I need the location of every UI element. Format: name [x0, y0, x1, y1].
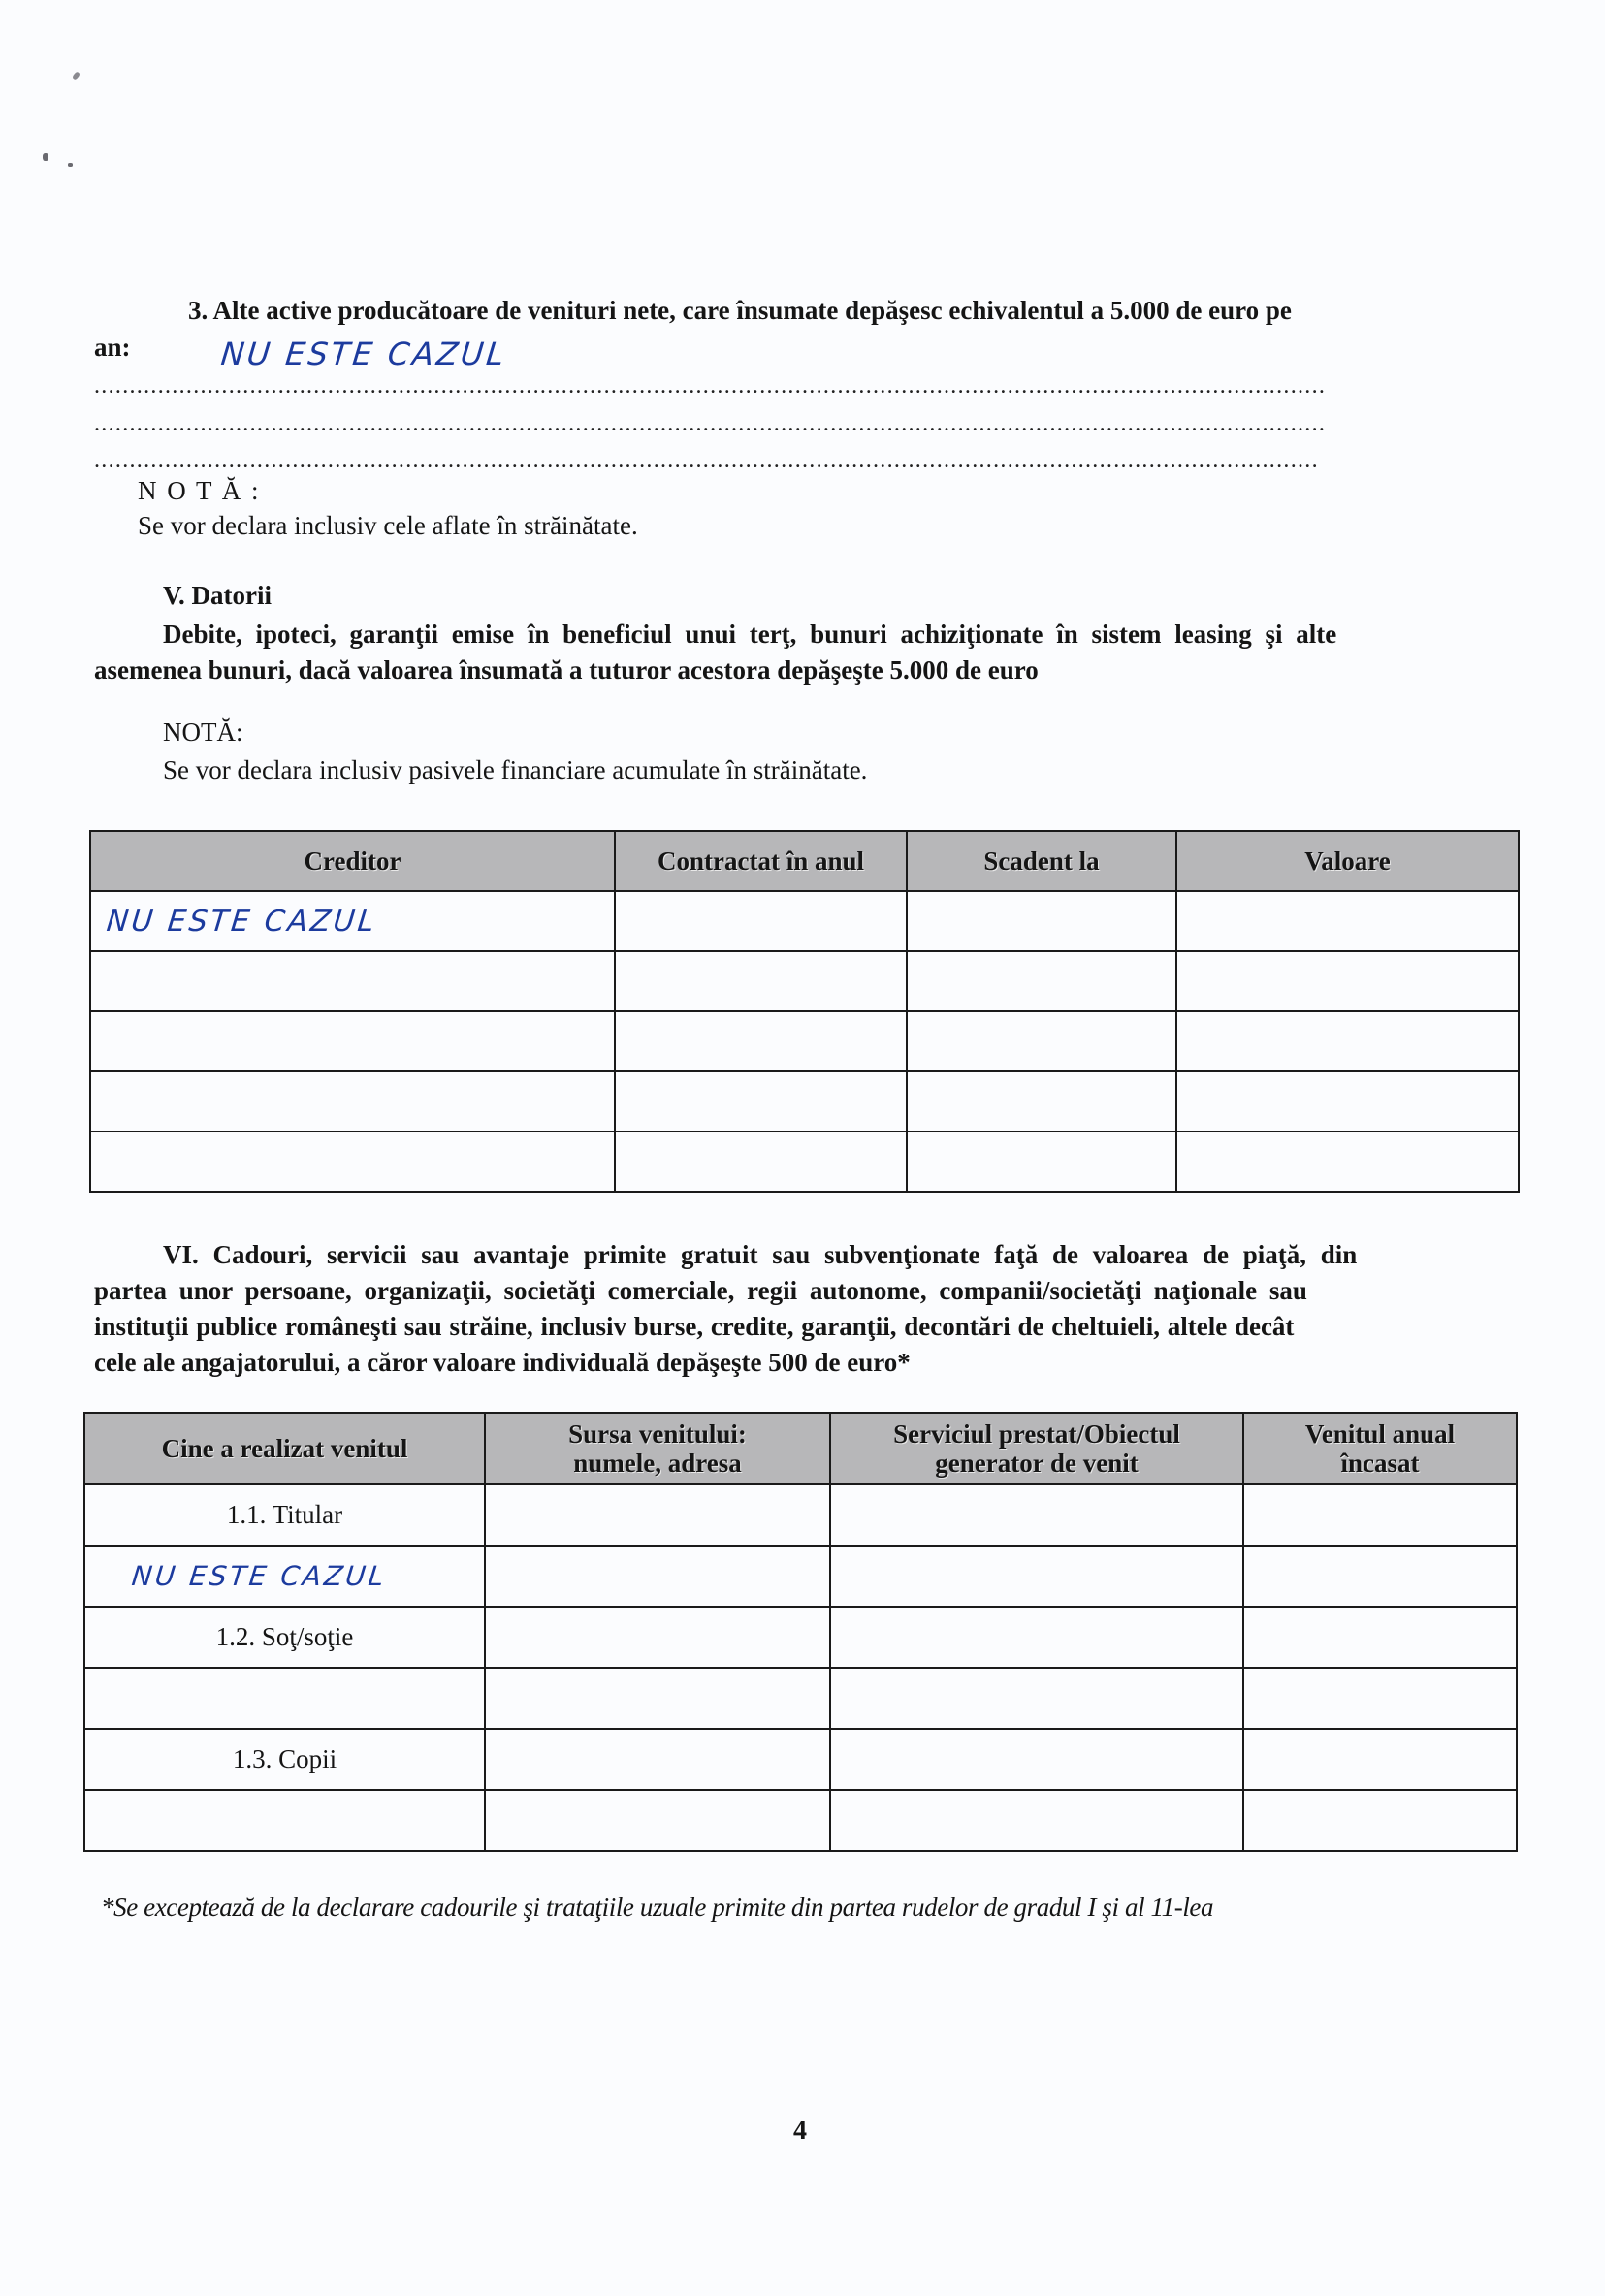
page-number: 4: [793, 2116, 807, 2146]
note-label: N O T Ă :: [138, 476, 261, 505]
column-header-creditor: Creditor: [90, 831, 615, 891]
dotted-line: ..............................................................................................................................................................................: [94, 373, 1327, 399]
table-row: [84, 1546, 1517, 1607]
creditor-cell[interactable]: [90, 1071, 615, 1132]
income-earner-cell[interactable]: [84, 1668, 485, 1729]
service-object-cell[interactable]: [830, 1668, 1243, 1729]
table-header-row: [90, 831, 1519, 891]
contracted-year-cell[interactable]: [615, 891, 907, 951]
table-row: [84, 1484, 1517, 1546]
section-6-line: instituţii publice româneşti sau străine, inclusiv burse, credite, garanţii, decontări de cheltuieli, altele decât: [94, 1312, 1295, 1341]
service-object-cell[interactable]: [830, 1729, 1243, 1790]
table-row: [90, 951, 1519, 1011]
section-5-title: V. Datorii: [163, 581, 272, 610]
section-4-3-heading-cont: an:: [94, 333, 131, 362]
column-header-annual-income: [1243, 1413, 1517, 1484]
section-6-line: VI. Cadouri, servicii sau avantaje primite gratuit sau subvenţionate faţă de valoarea de piaţă, din: [163, 1240, 1358, 1269]
header-text: încasat: [1340, 1449, 1420, 1478]
annual-income-cell[interactable]: [1243, 1484, 1517, 1546]
debts-table: [89, 830, 1520, 1193]
income-earner-cell[interactable]: 1.2. Soţ/soţie: [84, 1607, 485, 1668]
creditor-cell[interactable]: [90, 1132, 615, 1192]
table-row: [84, 1790, 1517, 1851]
section-5-description: Debite, ipoteci, garanţii emise în beneficiul unui terţ, bunuri achiziţionate în sistem leasing şi alte: [163, 620, 1337, 649]
contracted-year-cell[interactable]: [615, 1132, 907, 1192]
table-header-row: [84, 1413, 1517, 1484]
service-object-cell[interactable]: [830, 1484, 1243, 1546]
income-source-cell[interactable]: [485, 1668, 830, 1729]
annual-income-cell[interactable]: [1243, 1546, 1517, 1607]
section-4-3-heading: 3. Alte active producătoare de venituri nete, care însumate depăşesc echivalentul a 5.000 de euro pe: [188, 296, 1292, 325]
table-row: [84, 1668, 1517, 1729]
column-header-income-earner: [84, 1413, 485, 1484]
handwritten-answer: NU ESTE CAZUL: [105, 904, 379, 939]
footnote: *Se exceptează de la declarare cadourile şi trataţiile uzuale primite din partea rudelor de gradul I şi al 11-lea: [101, 1893, 1214, 1922]
table-row: [90, 891, 1519, 951]
column-header-due-date: Scadent la: [907, 831, 1176, 891]
scan-speck: [43, 153, 48, 161]
income-earner-cell[interactable]: 1.1. Titular: [84, 1484, 485, 1546]
scan-speck: [72, 71, 80, 80]
contracted-year-cell[interactable]: [615, 1011, 907, 1071]
service-object-cell[interactable]: [830, 1546, 1243, 1607]
income-source-cell[interactable]: [485, 1607, 830, 1668]
dotted-line: .............................................................................................................................................................................: [94, 448, 1319, 473]
due-date-cell[interactable]: [907, 1071, 1176, 1132]
table-row: [84, 1607, 1517, 1668]
header-text: numele, adresa: [573, 1449, 742, 1478]
scan-speck: [68, 163, 73, 167]
value-cell[interactable]: [1176, 951, 1519, 1011]
income-source-cell[interactable]: [485, 1546, 830, 1607]
due-date-cell[interactable]: [907, 1011, 1176, 1071]
note-label: NOTĂ:: [163, 718, 243, 747]
income-earner-cell[interactable]: [84, 1790, 485, 1851]
annual-income-cell[interactable]: [1243, 1668, 1517, 1729]
due-date-cell[interactable]: [907, 891, 1176, 951]
handwritten-answer: NU ESTE CAZUL: [219, 335, 509, 372]
header-text: generator de venit: [935, 1449, 1139, 1478]
section-5-description-cont: asemenea bunuri, dacă valoarea însumată a tuturor acestora depăşeşte 5.000 de euro: [94, 655, 1039, 685]
value-cell[interactable]: [1176, 1132, 1519, 1192]
table-row: [90, 1011, 1519, 1071]
contracted-year-cell[interactable]: [615, 951, 907, 1011]
section-6-line: partea unor persoane, organizaţii, societăţi comerciale, regii autonome, companii/societăţi naţionale sau: [94, 1276, 1307, 1305]
header-text: Cine a realizat venitul: [161, 1434, 408, 1463]
table-row: [84, 1729, 1517, 1790]
income-source-cell[interactable]: [485, 1484, 830, 1546]
contracted-year-cell[interactable]: [615, 1071, 907, 1132]
value-cell[interactable]: [1176, 1071, 1519, 1132]
header-text: Serviciul prestat/Obiectul: [893, 1419, 1180, 1449]
header-text: Sursa venitului:: [568, 1419, 747, 1449]
column-header-contracted-year: Contractat în anul: [615, 831, 907, 891]
annual-income-cell[interactable]: [1243, 1607, 1517, 1668]
due-date-cell[interactable]: [907, 1132, 1176, 1192]
service-object-cell[interactable]: [830, 1607, 1243, 1668]
income-earner-cell[interactable]: [84, 1546, 485, 1607]
service-object-cell[interactable]: [830, 1790, 1243, 1851]
column-header-income-source: [485, 1413, 830, 1484]
value-cell[interactable]: [1176, 1011, 1519, 1071]
creditor-cell[interactable]: [90, 1011, 615, 1071]
annual-income-cell[interactable]: [1243, 1790, 1517, 1851]
gifts-table: [83, 1412, 1518, 1852]
table-row: [90, 1071, 1519, 1132]
creditor-cell[interactable]: [90, 891, 615, 951]
income-earner-cell[interactable]: 1.3. Copii: [84, 1729, 485, 1790]
income-source-cell[interactable]: [485, 1790, 830, 1851]
handwritten-answer: NU ESTE CAZUL: [130, 1560, 389, 1592]
annual-income-cell[interactable]: [1243, 1729, 1517, 1790]
table-row: [90, 1132, 1519, 1192]
section-6-line: cele ale angajatorului, a căror valoare individuală depăşeşte 500 de euro*: [94, 1348, 911, 1377]
note-text: Se vor declara inclusiv pasivele financiare acumulate în străinătate.: [163, 755, 868, 784]
creditor-cell[interactable]: [90, 951, 615, 1011]
note-text: Se vor declara inclusiv cele aflate în străinătate.: [138, 511, 638, 540]
due-date-cell[interactable]: [907, 951, 1176, 1011]
header-text: Venitul anual: [1304, 1419, 1456, 1449]
dotted-line: ..............................................................................................................................................................................: [94, 411, 1327, 436]
column-header-value: Valoare: [1176, 831, 1519, 891]
income-source-cell[interactable]: [485, 1729, 830, 1790]
value-cell[interactable]: [1176, 891, 1519, 951]
column-header-service-object: [830, 1413, 1243, 1484]
